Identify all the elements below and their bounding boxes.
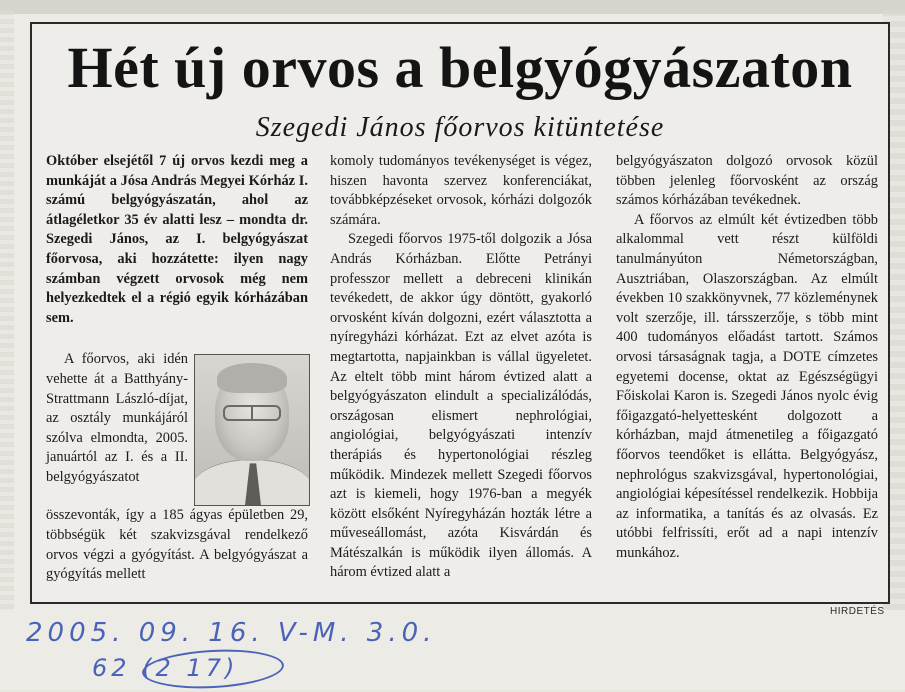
article-column-2 <box>330 152 592 583</box>
photo-hair-shape <box>217 363 287 393</box>
column-2-paragraph-1: komoly tudományos tevékenységet is végez, hiszen havonta szervez konferenciákat, továbbképzéseket orvosok, kórházi dolgozók számára. <box>330 153 592 228</box>
column-3-paragraph-1: belgyógyászaton dolgozó orvosok közül többen jelenleg főorvosként az ország számos kórházában tevékednek. <box>616 153 878 209</box>
article-headline: Hét új orvos a belgyógyászaton <box>67 35 853 100</box>
article-subhead: Szegedi János főorvos kitüntetése <box>255 112 665 143</box>
column-1-text: összevonták, így a 185 ágyas épületben 29, többségük két szakvizsgával rendelkező orvos végzi a gyógyítást. A belgyógyászat a gyógyítás mellett <box>46 507 308 583</box>
article-column-1 <box>46 152 308 585</box>
article-lead: Október elsejétől 7 új orvos kezdi meg a munkáját a Jósa András Megyei Kórház I. számú belgyógyászatán, ahol az átlagéletkor 35 év alatti lesz – mondta dr. Szegedi János, az I. belgyógyászat főorvosa, aki hozzátette: ilyen nagy számban végzett orvosok még nem helyezkedtek el a régió egyik kórházában sem. <box>46 153 308 326</box>
column-3-paragraph-2: A főorvos az elmúlt két évtizedben több alkalommal vett részt külföldi tanulmányúton Németországban, Ausztriában, Olaszországban. Az elmúlt években 10 szakkönyvnek, 77 közleménynek volt szerzője, ill. társszerzője, s több mint 400 tudományos előadást tartott. Számos orvosi társaságnak tagja, a DOTE címzetes egyetemi docense, oktat az Egészségügyi Főiskolai Karon is. Szegedi János nyolc évig főigazgató-helyettesként dolgozott a kórházban, majd átmenetileg a főigazgató főorvos teendőket is ellátta. Belgyógyász, nephrológus szakvizsgával, hypertonológiai, angiológiai képesítéssel rendelkezik. Hobbija az informatika, a tanítás és az olvasás. Ez utóbbi felfrissíti, erőt ad a napi intenzív munkához. <box>616 211 878 561</box>
photo-glasses-shape <box>223 405 281 421</box>
handwritten-date-note: 2005. 09. 16. V-M. 3.0. <box>26 618 437 648</box>
clipping-top-edge <box>0 0 905 14</box>
photo-wrap-block <box>46 350 308 506</box>
article-column-3 <box>616 152 878 563</box>
article-frame <box>30 22 890 604</box>
advertisement-label: HIRDETÉS <box>830 606 885 617</box>
adjacent-page-bleed-left <box>0 10 14 610</box>
column-2-paragraph-2: Szegedi főorvos 1975-től dolgozik a Jósa András Kórházban. Előtte Petrányi professzor mellett a debreceni klinikán tevékedett, de akkor úgy döntött, gyakorló orvosként kíván dolgozni, ezért választotta a nyíregyházi kórházat. Ezt az elvet azóta is megtartotta, napjainkban is vállal ügyeletet. Az eltelt több mint három évtized alatt a belgyógyászaton elindult a specializálódás, országosan elismert nephrológiai, angiológiai, belgyógyászati intenzív therápiás és hypertonológiai részleg működik. Mindezek mellett Szegedi főorvos azt is kiemeli, hogy 1976-ban a megyék között elsőként Nyíregyházán hozták létre a műveseállomást, azóta Kisvárdán és Mátészalkán is működik ilyen állomás. A három évtized alatt a <box>330 231 592 581</box>
handwritten-reference-note: 62 (2 17) <box>92 654 239 682</box>
column-1-wrapped-text: A főorvos, aki idén vehette át a Batthyány-Strattmann László-díjat, az osztály munkájáról szólva elmondta, 2005. januártól az I. és a II. belgyógyászatot <box>46 351 188 485</box>
portrait-photo <box>194 354 310 506</box>
